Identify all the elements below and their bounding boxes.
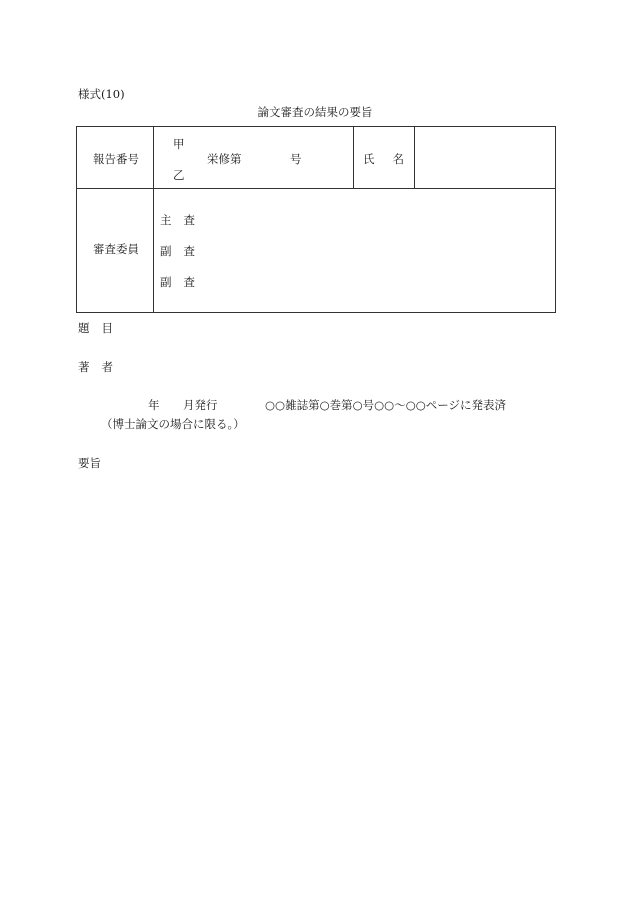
document-title: 論文審査の結果の要旨 bbox=[257, 105, 373, 119]
name-label-right-divider bbox=[414, 127, 415, 188]
committee-label: 審査委員 bbox=[93, 242, 139, 256]
report-number-suffix: 号 bbox=[290, 152, 302, 166]
degree-type-otsu: 乙 bbox=[173, 168, 185, 182]
chief-examiner-label: 主 査 bbox=[160, 213, 195, 227]
report-number-prefix: 栄修第 bbox=[207, 152, 242, 166]
publication-note: （博士論文の場合に限る。） bbox=[101, 417, 245, 431]
name-label-left-divider bbox=[353, 127, 354, 188]
report-number-label: 報告番号 bbox=[93, 152, 139, 166]
author-label: 著 者 bbox=[78, 360, 113, 374]
sub-examiner-label: 副 査 bbox=[160, 244, 195, 258]
name-label-first: 氏 bbox=[363, 152, 375, 166]
name-label-second: 名 bbox=[392, 152, 404, 166]
row-divider bbox=[77, 188, 555, 189]
publication-year: 年 bbox=[148, 398, 160, 412]
degree-type-kou: 甲 bbox=[173, 137, 185, 151]
publication-month: 月発行 bbox=[183, 398, 218, 412]
subject-label: 題 目 bbox=[78, 321, 113, 335]
review-form-table bbox=[76, 126, 556, 313]
form-code: 様式(10) bbox=[78, 87, 125, 101]
summary-label: 要旨 bbox=[78, 456, 101, 470]
sub-examiner-label: 副 査 bbox=[160, 275, 195, 289]
name-label bbox=[363, 151, 404, 167]
publication-journal: ○○雑誌第○巻第○号○○～○○ページに発表済 bbox=[265, 398, 507, 412]
label-column-divider bbox=[153, 127, 154, 312]
